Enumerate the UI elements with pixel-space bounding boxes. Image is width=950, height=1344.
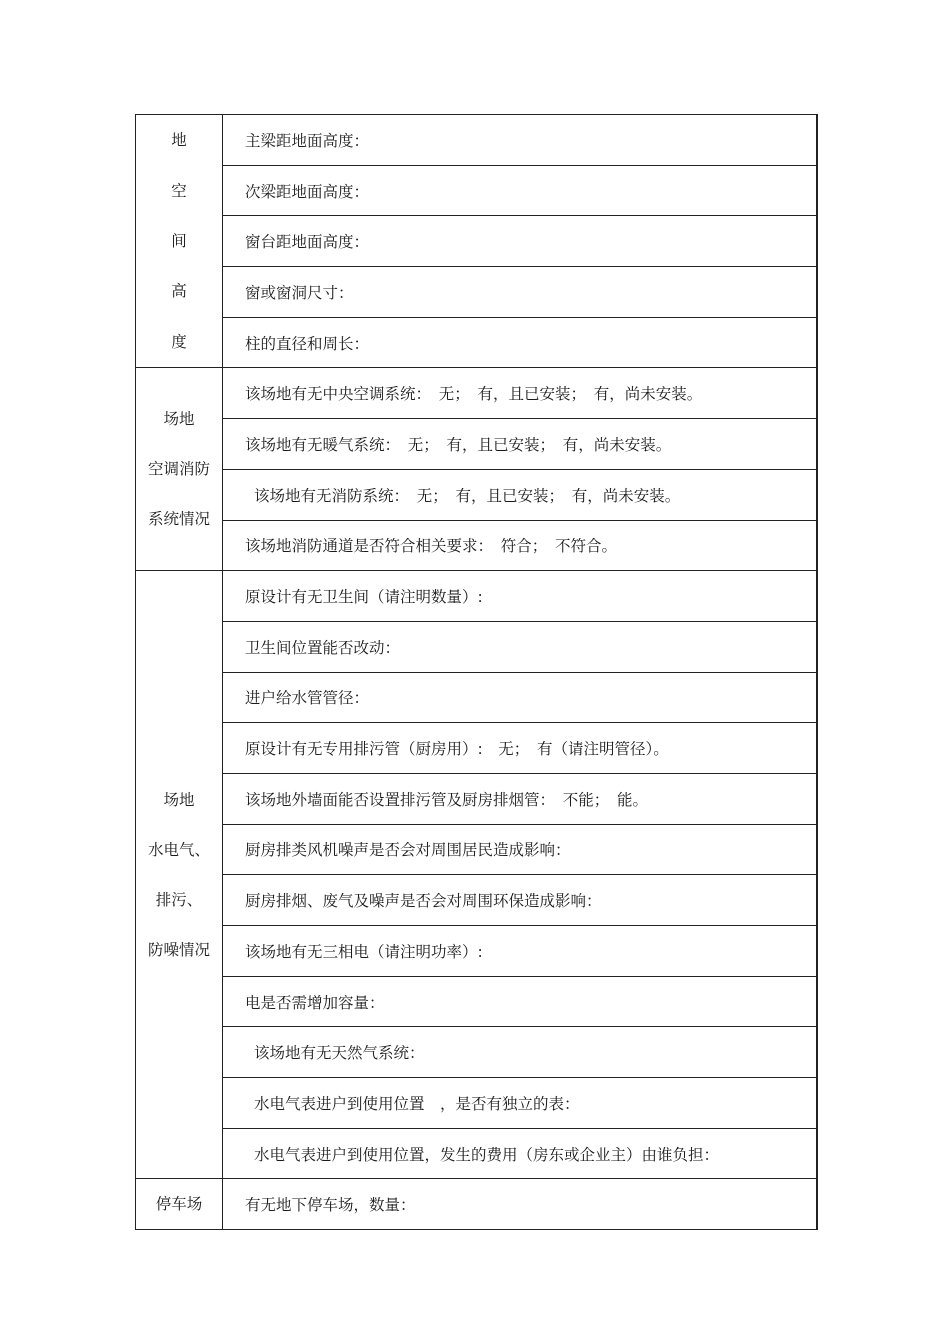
field-underground-parking[interactable]: 有无地下停车场，数量：	[223, 1179, 818, 1230]
field-meter-cost[interactable]: 水电气表进户到使用位置，发生的费用（房东或企业主）由谁负担：	[223, 1128, 818, 1179]
table-row	[136, 926, 818, 977]
table-row	[136, 672, 818, 723]
table-row	[136, 976, 818, 1027]
table-row	[136, 469, 818, 520]
table-row	[136, 115, 818, 166]
table-row	[136, 216, 818, 267]
table-row	[136, 1128, 818, 1179]
table-row	[136, 165, 818, 216]
field-drain-pipe[interactable]: 原设计有无专用排污管（厨房用）: 无； 有（请注明管径）。	[223, 723, 818, 774]
table-row	[136, 824, 818, 875]
table-row	[136, 571, 818, 622]
table-row	[136, 520, 818, 571]
table-row	[136, 419, 818, 470]
field-emissions[interactable]: 厨房排烟、废气及噪声是否会对周围环保造成影响：	[223, 875, 818, 926]
field-central-ac[interactable]: 该场地有无中央空调系统： 无； 有，且已安装； 有，尚未安装。	[223, 368, 818, 419]
table-row	[136, 773, 818, 824]
field-meter-independent[interactable]: 水电气表进户到使用位置 ，是否有独立的表：	[223, 1078, 818, 1129]
table-row	[136, 723, 818, 774]
field-column-size[interactable]: 柱的直径和周长：	[223, 317, 818, 368]
table-row	[136, 875, 818, 926]
field-fire-exit[interactable]: 该场地消防通道是否符合相关要求： 符合； 不符合。	[223, 520, 818, 571]
field-water-pipe[interactable]: 进户给水管管径：	[223, 672, 818, 723]
field-fire-system[interactable]: 该场地有无消防系统： 无； 有，且已安装； 有，尚未安装。	[223, 469, 818, 520]
section-label-space-height: 地 空 间 高 度	[136, 115, 223, 368]
field-three-phase[interactable]: 该场地有无三相电（请注明功率）:	[223, 926, 818, 977]
field-main-beam-height[interactable]: 主梁距地面高度：	[223, 115, 818, 166]
field-windowsill-height[interactable]: 窗台距地面高度：	[223, 216, 818, 267]
field-fan-noise[interactable]: 厨房排类风机噪声是否会对周围居民造成影响：	[223, 824, 818, 875]
field-restroom-relocate[interactable]: 卫生间位置能否改动：	[223, 621, 818, 672]
table-row	[136, 1179, 818, 1230]
table-row	[136, 1078, 818, 1129]
section-label-parking: 停车场	[136, 1179, 223, 1230]
section-label-utilities: 场地 水电气、 排污、 防噪情况	[136, 571, 223, 1179]
table-row	[136, 267, 818, 318]
survey-form-table	[135, 114, 818, 1230]
field-heating[interactable]: 该场地有无暖气系统： 无； 有，且已安装； 有，尚未安装。	[223, 419, 818, 470]
field-gas-system[interactable]: 该场地有无天然气系统：	[223, 1027, 818, 1078]
table-right-border	[816, 114, 818, 1229]
table-row	[136, 1027, 818, 1078]
table-row	[136, 621, 818, 672]
field-exhaust-pipe[interactable]: 该场地外墙面能否设置排污管及厨房排烟管： 不能； 能。	[223, 773, 818, 824]
field-secondary-beam-height[interactable]: 次梁距地面高度：	[223, 165, 818, 216]
table-row	[136, 368, 818, 419]
field-power-capacity[interactable]: 电是否需增加容量：	[223, 976, 818, 1027]
table-row	[136, 317, 818, 368]
field-restroom[interactable]: 原设计有无卫生间（请注明数量）:	[223, 571, 818, 622]
section-label-hvac-fire: 场地 空调消防 系统情况	[136, 368, 223, 571]
field-window-size[interactable]: 窗或窗洞尺寸：	[223, 267, 818, 318]
